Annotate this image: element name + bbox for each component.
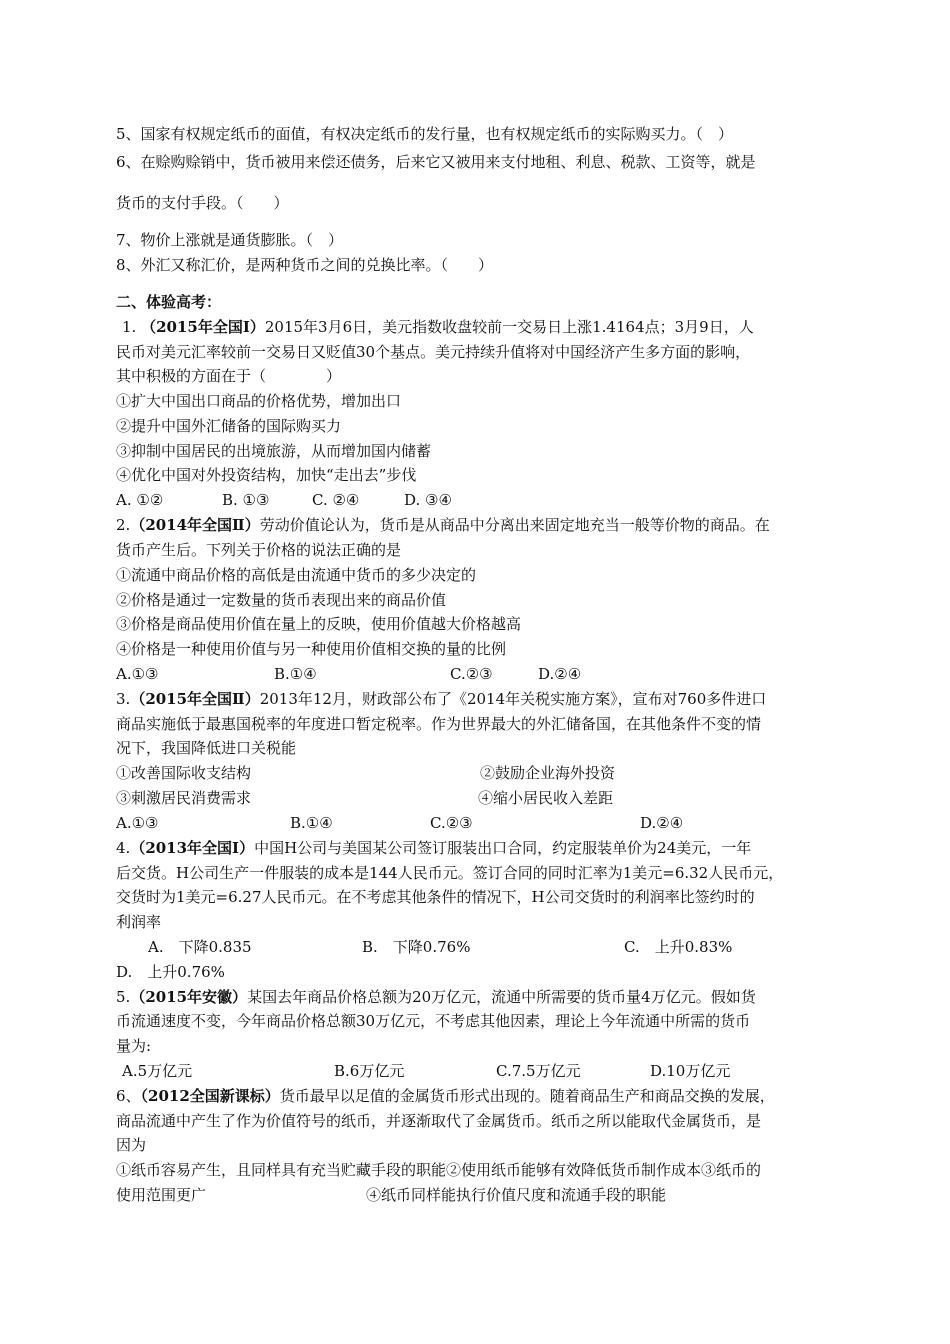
question-1-statement-3: ③抑制中国居民的出境旅游，从而增加国内储蓄 bbox=[116, 442, 432, 460]
question-number: 5. bbox=[116, 988, 131, 1006]
question-6-line4: ①纸币容易产生，且同样具有充当贮藏手段的职能②使用纸币能够有效降低货币制作成本③纸币的 bbox=[116, 1161, 762, 1179]
question-text: 中国H公司与美国某公司签订服装出口合同，约定服装单价为24美元，一年 bbox=[254, 839, 752, 857]
judge-item-8: 8、外汇又称汇价，是两种货币之间的兑换比率。（ ） bbox=[116, 256, 494, 274]
question-1-line2: 民币对美元汇率较前一交易日又贬值30个基点。美元持续升值将对中国经济产生多方面的影响， bbox=[116, 343, 751, 361]
question-6-line5-right: ④纸币同样能执行价值尺度和流通手段的职能 bbox=[366, 1186, 667, 1204]
question-3-statement-1: ①改善国际收支结构 bbox=[116, 764, 252, 782]
question-number: 1. bbox=[122, 318, 137, 336]
question-3-line2: 商品实施低于最惠国税率的年度进口暂定税率。作为世界最大的外汇储备国，在其他条件不变的情 bbox=[116, 715, 762, 733]
question-1-statement-2: ②提升中国外汇储备的国际购买力 bbox=[116, 417, 342, 435]
question-number: 3. bbox=[116, 690, 131, 708]
question-3-option-c: C.②③ bbox=[430, 814, 473, 832]
question-5-option-c: C.7.5万亿元 bbox=[496, 1062, 581, 1080]
question-4-option-a: A. 下降0.835 bbox=[148, 938, 252, 956]
question-1-line1 bbox=[122, 317, 754, 337]
question-3-statement-4: ④缩小居民收入差距 bbox=[478, 789, 614, 807]
section-heading: 二、体验高考： bbox=[116, 293, 222, 311]
question-4-option-d: D. 上升0.76% bbox=[116, 963, 225, 981]
question-1-statement-4: ④优化中国对外投资结构，加快“走出去”步伐 bbox=[116, 466, 417, 484]
question-text: 劳动价值论认为，货币是从商品中分离出来固定地充当一般等价物的商品。在 bbox=[259, 516, 770, 534]
question-2-option-c: C.②③ bbox=[450, 665, 493, 683]
judge-item-6-line1: 6、在赊购赊销中，货币被用来偿还债务，后来它又被用来支付地租、利息、税款、工资等，就是 bbox=[116, 153, 756, 171]
question-5-option-b: B.6万亿元 bbox=[334, 1062, 405, 1080]
question-3-statement-2: ②鼓励企业海外投资 bbox=[480, 764, 616, 782]
question-1-option-d: D. ③④ bbox=[404, 491, 452, 509]
question-number: 4. bbox=[116, 839, 131, 857]
question-source-tag: （2013年全国Ⅰ） bbox=[130, 839, 255, 857]
question-1-line3: 其中积极的方面在于（ ） bbox=[116, 367, 342, 385]
question-5-option-a: A.5万亿元 bbox=[122, 1062, 193, 1080]
question-4-line1 bbox=[116, 838, 751, 858]
question-number: 2. bbox=[116, 516, 131, 534]
question-5-line1 bbox=[116, 987, 756, 1007]
question-2-option-a: A.①③ bbox=[116, 665, 159, 683]
question-source-tag: （2015年安徽） bbox=[130, 988, 248, 1006]
question-2-line2: 货币产生后。下列关于价格的说法正确的是 bbox=[116, 541, 402, 559]
question-5-line2: 币流通速度不变，今年商品价格总额30万亿元，不考虑其他因素，理论上今年流通中所需的货币 bbox=[116, 1012, 751, 1030]
question-3-option-b: B.①④ bbox=[290, 814, 333, 832]
question-source-tag: （2015年全国Ⅰ） bbox=[141, 318, 265, 336]
question-2-option-d: D.②④ bbox=[538, 665, 582, 683]
question-3-option-a: A.①③ bbox=[116, 814, 159, 832]
question-5-line3: 量为: bbox=[116, 1037, 152, 1055]
question-2-line1 bbox=[116, 515, 770, 535]
question-source-tag: （2012全国新课标） bbox=[140, 1087, 280, 1105]
judge-item-6-line2: 货币的支付手段。（ ） bbox=[116, 194, 289, 212]
judge-item-5: 5、国家有权规定纸币的面值，有权决定纸币的发行量，也有权规定纸币的实际购买力。（ ） bbox=[116, 125, 734, 143]
question-2-statement-3: ③价格是商品使用价值在量上的反映，使用价值越大价格越高 bbox=[116, 615, 522, 633]
question-4-line2: 后交货。H公司生产一件服装的成本是144人民币元。签订合同的同时汇率为1美元=6.32人民币元， bbox=[116, 864, 784, 882]
question-source-tag: （2015年全国Ⅱ） bbox=[130, 690, 260, 708]
question-6-line1 bbox=[116, 1086, 775, 1106]
question-4-option-c: C. 上升0.83% bbox=[624, 938, 733, 956]
question-3-statement-3: ③刺激居民消费需求 bbox=[116, 789, 252, 807]
question-1-option-c: C. ②④ bbox=[312, 491, 360, 509]
question-1-statement-1: ①扩大中国出口商品的价格优势，增加出口 bbox=[116, 392, 402, 410]
question-text: 某国去年商品价格总额为20万亿元，流通中所需要的货币量4万亿元。假如货 bbox=[247, 988, 756, 1006]
question-number: 6、 bbox=[116, 1087, 141, 1105]
question-6-line5-left: 使用范围更广 bbox=[116, 1186, 207, 1204]
question-2-statement-4: ④价格是一种使用价值与另一种使用价值相交换的量的比例 bbox=[116, 640, 507, 658]
question-3-line3: 况下，我国降低进口关税能 bbox=[116, 739, 297, 757]
question-1-option-a: A. ①② bbox=[116, 491, 164, 509]
question-4-line3: 交货时为1美元=6.27人民币元。在不考虑其他条件的情况下，H公司交货时的利润率比签约时的 bbox=[116, 888, 755, 906]
question-5-option-d: D.10万亿元 bbox=[650, 1062, 731, 1080]
question-1-option-b: B. ①③ bbox=[222, 491, 270, 509]
question-4-line4: 利润率 bbox=[116, 913, 162, 931]
question-2-statement-2: ②价格是通过一定数量的货币表现出来的商品价值 bbox=[116, 591, 447, 609]
question-text: 2013年12月，财政部公布了《2014年关税实施方案》，宣布对760多件进口 bbox=[259, 690, 767, 708]
question-6-line2: 商品流通中产生了作为价值符号的纸币，并逐渐取代了金属货币。纸币之所以能取代金属货币，是 bbox=[116, 1112, 762, 1130]
question-6-line3: 因为 bbox=[116, 1136, 147, 1154]
question-2-statement-1: ①流通中商品价格的高低是由流通中货币的多少决定的 bbox=[116, 566, 477, 584]
question-4-option-b: B. 下降0.76% bbox=[362, 938, 471, 956]
question-source-tag: （2014年全国Ⅱ） bbox=[130, 516, 260, 534]
judge-item-7: 7、物价上涨就是通货膨胀。（ ） bbox=[116, 231, 344, 249]
question-text: 货币最早以足值的金属货币形式出现的。随着商品生产和商品交换的发展， bbox=[279, 1087, 775, 1105]
question-text: 2015年3月6日，美元指数收盘较前一交易日上涨1.4164点；3月9日，人 bbox=[264, 318, 754, 336]
question-3-option-d: D.②④ bbox=[640, 814, 684, 832]
question-2-option-b: B.①④ bbox=[274, 665, 317, 683]
question-3-line1 bbox=[116, 689, 766, 709]
